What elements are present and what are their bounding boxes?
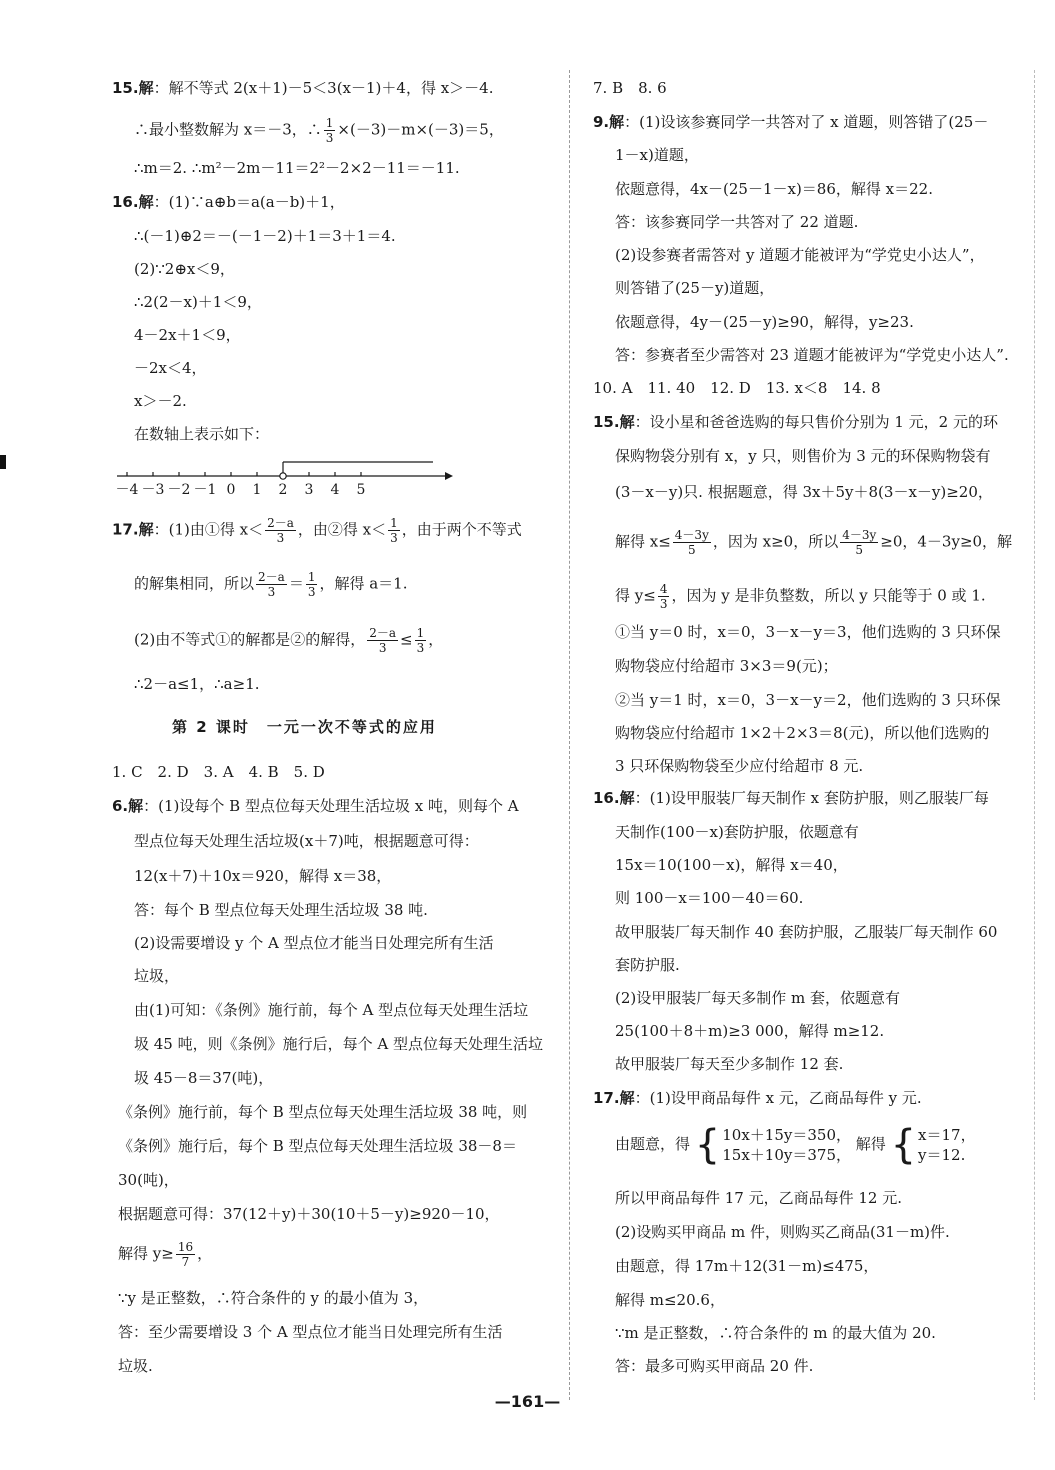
right-q15-line6: ①当 y＝0 时，x＝0，3－x－y＝3，他们选购的 3 只环保 bbox=[615, 623, 1001, 641]
right-q17-line2: 由题意，得 { 10x＋15y＝350， 15x＋10y＝375， 解得 { x＝17， y＝12. bbox=[615, 1122, 976, 1168]
left-q16-line2: ∴(－1)⊕2＝－(－1－2)＋1＝3＋1＝4. bbox=[134, 227, 396, 245]
right-q17-line7: ∵m 是正整数，∴符合条件的 m 的最大值为 20. bbox=[615, 1324, 936, 1342]
left-q16-line1: 16.解：(1)∵a⊕b＝a(a－b)＋1， bbox=[112, 193, 345, 211]
right-q9-line5: (2)设参赛者需答对 y 道题才能被评为“学党史小达人”， bbox=[615, 246, 985, 264]
left-q6-line7: 由(1)可知：《条例》施行前，每个 A 型点位每天处理生活垃 bbox=[134, 1001, 529, 1019]
number-line-label: 0 bbox=[226, 482, 236, 498]
number-line-label: －1 bbox=[193, 482, 217, 498]
left-q17-line1: 17.解：(1)由①得 x＜ $\frac{2-a}{3}$ ，由②得 x＜ $\frac{1}{3}$ ，由于两个不等式 bbox=[112, 516, 522, 545]
right-q9-line8: 答：参赛者至少需答对 23 道题才能被评为“学党史小达人”. bbox=[615, 346, 1009, 364]
right-q15-line9: 购物袋应付给超市 1×2＋2×3＝8(元)，所以他们选购的 bbox=[615, 724, 990, 742]
right-q16-line8: 25(100＋8＋m)≥3 000，解得 m≥12. bbox=[615, 1022, 885, 1040]
answers-7-8: 7. B 8. 6 bbox=[593, 79, 667, 97]
left-q17-line2: 的解集相同，所以 $\frac{2-a}{3}$ ＝ $\frac{1}{3}$ ，解得 a＝1. bbox=[134, 570, 408, 599]
number-line-label: 2 bbox=[278, 482, 288, 498]
right-q17-line4: (2)设购买甲商品 m 件，则购买乙商品(31－m)件. bbox=[615, 1223, 950, 1241]
margin-marker bbox=[0, 455, 6, 469]
right-q16-line6: 套防护服. bbox=[615, 956, 680, 974]
left-q16-line5: 4－2x＋1＜9， bbox=[134, 326, 241, 344]
answers-10-14: 10. A 11. 40 12. D 13. x＜8 14. 8 bbox=[593, 379, 881, 397]
number-line-label: 1 bbox=[252, 482, 262, 498]
answers-1-5: 1. C 2. D 3. A 4. B 5. D bbox=[112, 763, 325, 781]
left-q6-line14: 解得 y≥ $\frac{16}{7}$ ， bbox=[118, 1240, 213, 1269]
number-line-label: 5 bbox=[356, 482, 366, 498]
left-q6-line17: 垃圾. bbox=[118, 1357, 153, 1375]
left-q6-line16: 答：至少需要增设 3 个 A 型点位才能当日处理完所有生活 bbox=[118, 1323, 503, 1341]
left-q16-line8: 在数轴上表示如下： bbox=[134, 425, 270, 443]
right-q15-line3: (3－x－y)只. 根据题意，得 3x＋5y＋8(3－x－y)≥20， bbox=[615, 483, 993, 501]
number-line-label: 4 bbox=[330, 482, 340, 498]
right-q9-line6: 则答错了(25－y)道题， bbox=[615, 279, 775, 297]
right-q17-line3: 所以甲商品每件 17 元，乙商品每件 12 元. bbox=[615, 1189, 903, 1207]
left-q16-line3: (2)∵2⊕x＜9， bbox=[134, 260, 235, 278]
right-q15-line10: 3 只环保购物袋至少应付给超市 8 元. bbox=[615, 757, 864, 775]
right-q16-line5: 故甲服装厂每天制作 40 套防护服，乙服装厂每天制作 60 bbox=[615, 923, 998, 941]
page-edge-line bbox=[1034, 70, 1035, 1400]
left-q6-line12: 30(吨)， bbox=[118, 1171, 179, 1189]
left-q6-line5: (2)设需要增设 y 个 A 型点位才能当日处理完所有生活 bbox=[134, 934, 494, 952]
right-q9-line1: 9.解：(1)设该参赛同学一共答对了 x 道题，则答错了(25－ bbox=[593, 113, 989, 131]
right-q17-line5: 由题意，得 17m＋12(31－m)≤475， bbox=[615, 1257, 879, 1275]
right-q17-line8: 答：最多可购买甲商品 20 件. bbox=[615, 1357, 814, 1375]
left-q6-line6: 垃圾， bbox=[134, 967, 180, 985]
right-q17-line1: 17.解：(1)设甲商品每件 x 元，乙商品每件 y 元. bbox=[593, 1089, 922, 1107]
column-divider bbox=[569, 70, 570, 1400]
left-q16-line4: ∴2(2－x)＋1＜9， bbox=[134, 293, 262, 311]
section-heading: 第 2 课时 一元一次不等式的应用 bbox=[172, 718, 437, 736]
right-q15-line8: ②当 y＝1 时，x＝0，3－x－y＝2，他们选购的 3 只环保 bbox=[615, 691, 1001, 709]
left-q6-line4: 答：每个 B 型点位每天处理生活垃圾 38 吨. bbox=[134, 901, 428, 919]
left-q6-line1: 6.解：(1)设每个 B 型点位每天处理生活垃圾 x 吨，则每个 A bbox=[112, 797, 519, 815]
right-q16-line9: 故甲服装厂每天至少多制作 12 套. bbox=[615, 1055, 844, 1073]
number-line-label: －4 bbox=[115, 482, 139, 498]
open-circle-marker bbox=[280, 473, 286, 479]
number-line-label: －2 bbox=[167, 482, 191, 498]
left-q6-line2: 型点位每天处理生活垃圾(x＋7)吨，根据题意可得： bbox=[134, 832, 479, 850]
right-q9-line4: 答：该参赛同学一共答对了 22 道题. bbox=[615, 213, 859, 231]
left-q15-line2: ∴最小整数解为 x＝－3，∴ $\frac{1}{3}$ ×(－3)－m×(－3)＝5， bbox=[134, 116, 504, 145]
right-q15-line7: 购物袋应付给超市 3×3＝9(元)； bbox=[615, 657, 838, 675]
left-q17-line3: (2)由不等式①的解都是②的解得， $\frac{2-a}{3}$ ≤ $\frac{1}{3}$ ， bbox=[134, 626, 444, 655]
left-q17-line4: ∴2－a≤1，∴a≥1. bbox=[134, 675, 260, 693]
left-q6-line13: 根据题意可得：37(12＋y)＋30(10＋5－y)≥920－10， bbox=[118, 1205, 500, 1223]
equation-system: { 10x＋15y＝350， 15x＋10y＝375， bbox=[694, 1122, 851, 1168]
page-number: —161— bbox=[494, 1392, 561, 1411]
number-line-label: 3 bbox=[304, 482, 314, 498]
left-q16-line7: x＞－2. bbox=[134, 392, 187, 410]
right-q9-line3: 依题意得，4x－(25－1－x)＝86，解得 x＝22. bbox=[615, 180, 933, 198]
left-q6-line15: ∵y 是正整数，∴符合条件的 y 的最小值为 3， bbox=[118, 1289, 429, 1307]
right-q15-line2: 保购物袋分别有 x，y 只，则售价为 3 元的环保购物袋有 bbox=[615, 447, 991, 465]
right-q16-line7: (2)设甲服装厂每天多制作 m 套，依题意有 bbox=[615, 989, 901, 1007]
left-q16-line6: －2x＜4， bbox=[134, 359, 207, 377]
left-q6-line9: 圾 45－8＝37(吨)， bbox=[134, 1069, 274, 1087]
left-q6-line11: 《条例》施行后，每个 B 型点位每天处理生活垃圾 38－8＝ bbox=[118, 1137, 517, 1155]
number-line-labels bbox=[116, 482, 366, 498]
number-line-arrow bbox=[445, 472, 453, 480]
right-q16-line3: 15x＝10(100－x)，解得 x＝40， bbox=[615, 856, 848, 874]
right-q9-line2: 1－x)道题， bbox=[615, 146, 699, 164]
right-q15-line5: 得 y≤ $\frac{4}{3}$ ，因为 y 是非负整数，所以 y 只能等于 0 或 1. bbox=[615, 582, 986, 611]
left-q15-line1: 15.解：解不等式 2(x＋1)－5＜3(x－1)＋4，得 x＞－4. bbox=[112, 79, 494, 97]
right-q16-line1: 16.解：(1)设甲服装厂每天制作 x 套防护服，则乙服装厂每 bbox=[593, 789, 989, 807]
right-q15-line1: 15.解：设小星和爸爸选购的每只售价分别为 1 元，2 元的环 bbox=[593, 413, 998, 431]
left-q6-line10: 《条例》施行前，每个 B 型点位每天处理生活垃圾 38 吨，则 bbox=[118, 1103, 528, 1121]
number-line-label: －3 bbox=[141, 482, 165, 498]
right-q16-line4: 则 100－x＝100－40＝60. bbox=[615, 889, 804, 907]
right-q15-line4: 解得 x≤ $\frac{4-3y}{5}$ ，因为 x≥0，所以 $\frac{4-3y}{5}$ ≥0，4－3y≥0，解 bbox=[615, 528, 1013, 557]
solution-system: { x＝17， y＝12. bbox=[890, 1122, 976, 1168]
left-q6-line3: 12(x＋7)＋10x＝920，解得 x＝38， bbox=[134, 867, 392, 885]
left-q15-line3: ∴m＝2. ∴m²－2m－11＝2²－2×2－11＝－11. bbox=[134, 159, 460, 177]
right-q9-line7: 依题意得，4y－(25－y)≥90，解得，y≥23. bbox=[615, 313, 914, 331]
left-q6-line8: 圾 45 吨，则《条例》施行后，每个 A 型点位每天处理生活垃 bbox=[134, 1035, 543, 1053]
right-q17-line6: 解得 m≤20.6， bbox=[615, 1291, 725, 1309]
number-line bbox=[115, 448, 455, 498]
right-q16-line2: 天制作(100－x)套防护服，依题意有 bbox=[615, 823, 859, 841]
